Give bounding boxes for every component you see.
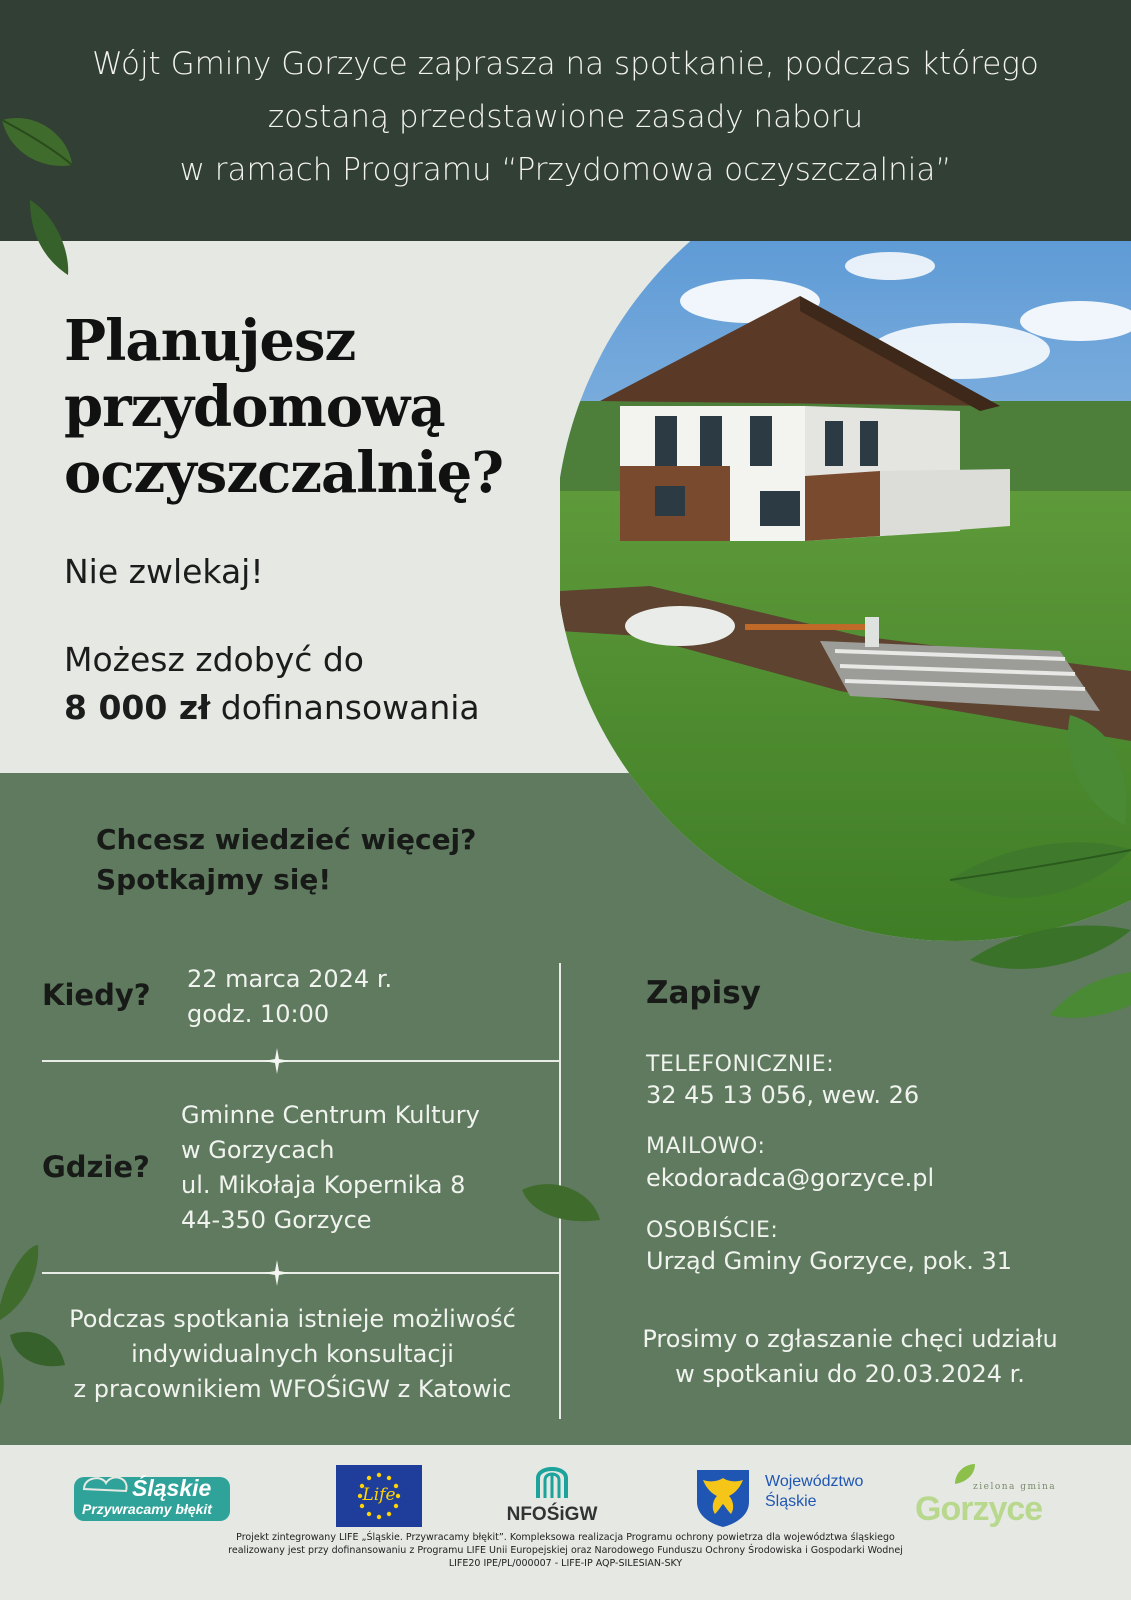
hero-title-line: przydomową — [64, 374, 445, 440]
offer-amount: 8 000 zł — [64, 688, 211, 727]
when-value — [187, 962, 392, 1032]
offer-line — [64, 684, 480, 732]
header-banner — [0, 0, 1131, 241]
registration-title: Zapisy — [646, 975, 761, 1011]
learn-more-question — [96, 820, 476, 900]
where-value — [181, 1098, 480, 1238]
time-text: godz. 10:00 — [187, 1000, 330, 1028]
slaskie-logo-title: Śląskie — [132, 1475, 212, 1501]
email-address[interactable]: ekodoradca@gorzyce.pl — [646, 1164, 935, 1192]
note-line: realizowany jest przy dofinansowaniu z Programu LIFE Unii Europejskiej oraz Narodowego Funduszu Ochrony Środowiska i Gospodarki Wodnej — [228, 1545, 903, 1556]
note-line: LIFE20 IPE/PL/000007 - LIFE-IP AQP-SILESIAN-SKY — [448, 1558, 683, 1569]
project-funding-note — [120, 1531, 1011, 1570]
nfosigw-text: NFOŚiGW — [506, 1504, 598, 1525]
hero-title-line: Planujesz — [64, 308, 356, 374]
nfosigw-emblem-icon — [500, 1462, 604, 1502]
sparkle-icon — [264, 1260, 290, 1286]
address-line: w Gorzycach — [181, 1136, 335, 1164]
deadline-line: w spotkaniu do 20.03.2024 r. — [675, 1360, 1025, 1388]
where-label: Gdzie? — [42, 1150, 150, 1184]
wojewodztwo-slaskie-logo — [695, 1468, 875, 1528]
sparkle-icon — [264, 1048, 290, 1074]
hero-title — [64, 308, 503, 506]
phone-label: TELEFONICZNIE: — [646, 1052, 835, 1077]
invitation-line: w ramach Programu “Przydomowa oczyszczalnia” — [179, 152, 952, 188]
consult-line: indywidualnych konsultacji — [131, 1340, 454, 1368]
silesian-eagle-icon — [695, 1468, 751, 1528]
gorzyce-wordmark: Gorzyce — [915, 1490, 1043, 1528]
address-line: Gminne Centrum Kultury — [181, 1101, 480, 1129]
slaskie-logo — [74, 1467, 230, 1523]
invitation-line: Wójt Gminy Gorzyce zaprasza na spotkanie, podczas którego — [92, 46, 1039, 82]
office-location: Urząd Gminy Gorzyce, pok. 31 — [646, 1247, 1013, 1275]
phone-number[interactable]: 32 45 13 056, wew. 26 — [646, 1081, 920, 1109]
slaskie-logo-slogan: Przywracamy błękit — [82, 1501, 212, 1517]
question-line: Spotkajmy się! — [96, 863, 332, 896]
wojewodztwo-text — [765, 1472, 863, 1512]
divider-line — [42, 1060, 560, 1062]
invitation-line: zostaną przedstawione zasady naboru — [267, 99, 864, 135]
consultation-note — [40, 1302, 545, 1407]
leaf-decoration — [950, 710, 1131, 1030]
address-line: 44-350 Gorzyce — [181, 1206, 372, 1234]
hero-subtitle: Nie zwlekaj! — [64, 552, 264, 591]
wojewodztwo-line: Śląskie — [765, 1493, 817, 1510]
consult-line: z pracownikiem WFOŚiGW z Katowic — [73, 1375, 512, 1403]
offer-line: Możesz zdobyć do — [64, 640, 364, 679]
email-label: MAILOWO: — [646, 1134, 766, 1159]
in-person-label: OSOBIŚCIE: — [646, 1218, 779, 1243]
leaf-decoration — [522, 1180, 602, 1230]
divider-line — [42, 1272, 560, 1274]
when-label: Kiedy? — [42, 978, 151, 1012]
eu-life-logo — [336, 1465, 422, 1527]
date-text: 22 marca 2024 r. — [187, 965, 393, 993]
wojewodztwo-line: Województwo — [765, 1473, 864, 1490]
deadline-line: Prosimy o zgłaszanie chęci udziału — [642, 1325, 1058, 1353]
question-line: Chcesz wiedzieć więcej? — [96, 823, 477, 856]
nfosigw-logo — [500, 1462, 604, 1530]
hero-title-line: oczyszczalnię? — [64, 440, 504, 506]
funding-offer — [64, 636, 480, 732]
note-line: Projekt zintegrowany LIFE „Śląskie. Przywracamy błękit”. Kompleksowa realizacja Programu ochrony powietrza dla województwa śląskiego — [236, 1532, 895, 1543]
address-line: ul. Mikołaja Kopernika 8 — [181, 1171, 466, 1199]
invitation-text — [40, 38, 1091, 197]
leaf-decoration — [0, 1245, 70, 1405]
leaf-decoration — [0, 110, 80, 280]
life-text: Life — [362, 1485, 396, 1505]
offer-rest: dofinansowania — [210, 688, 480, 727]
gorzyce-logo — [915, 1462, 1055, 1532]
consult-line: Podczas spotkania istnieje możliwość — [69, 1305, 516, 1333]
gorzyce-tagline: zielona gmina — [973, 1482, 1057, 1492]
registration-deadline — [580, 1322, 1120, 1392]
